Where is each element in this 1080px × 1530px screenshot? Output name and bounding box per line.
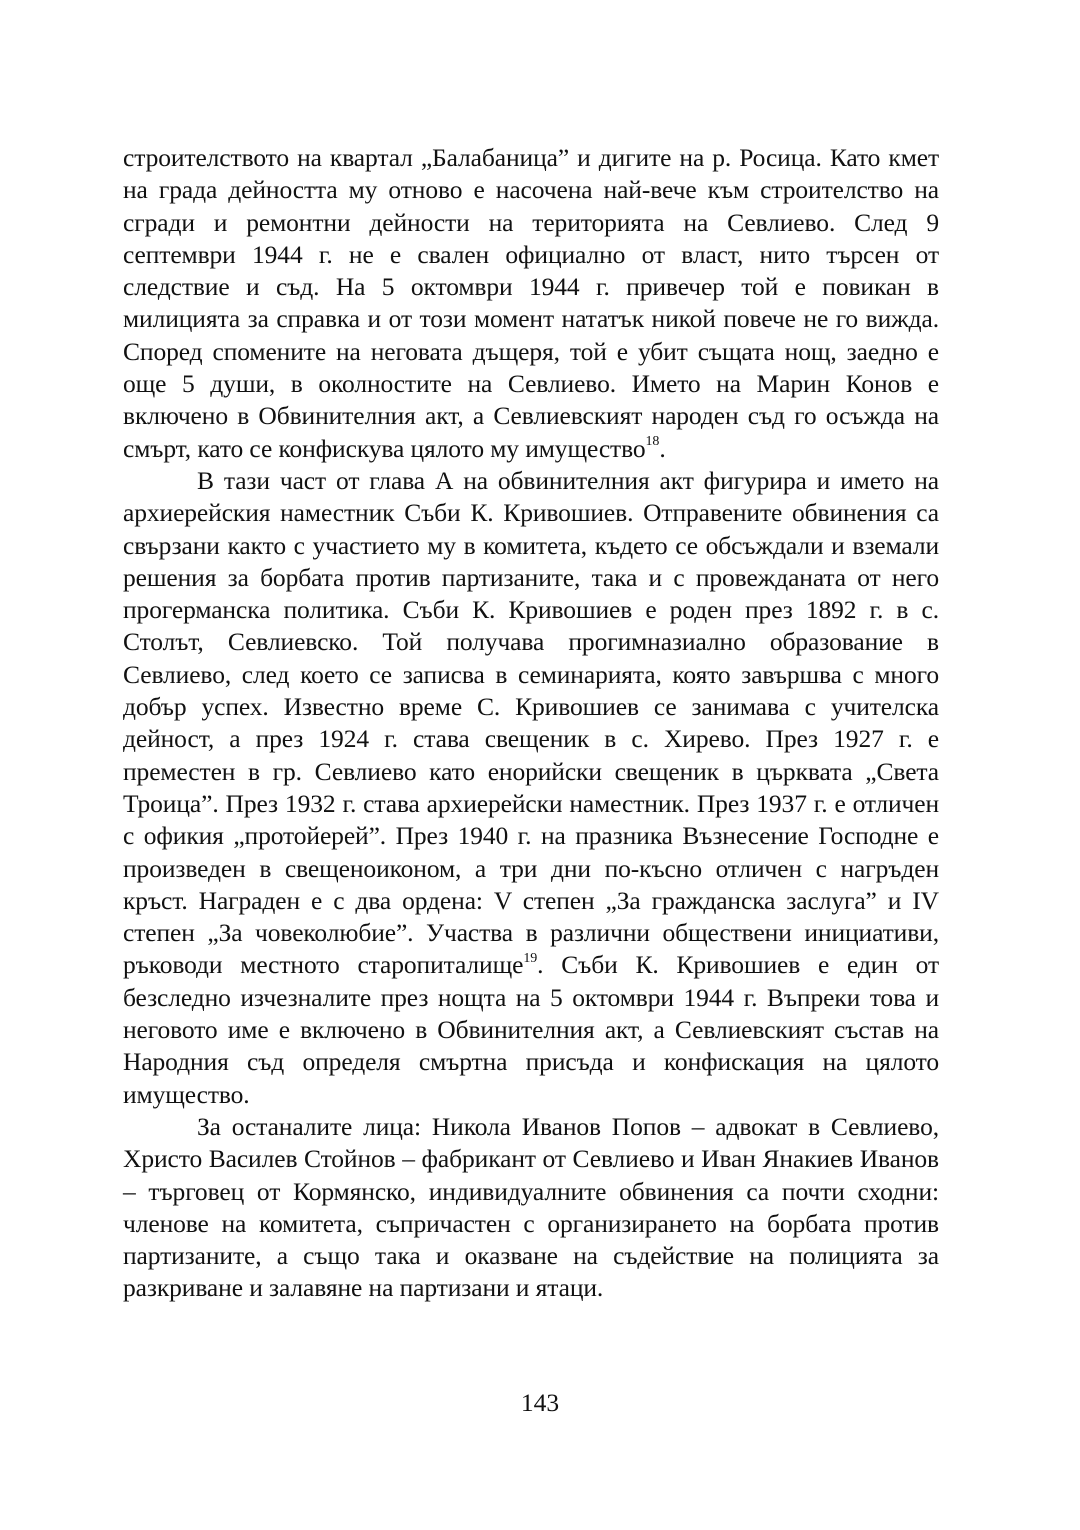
paragraph-1-text: строителството на квартал „Балабаница” и дигите на р. Росица. Като кмет на града дейността му отново е насочена най-вече към строителство на сгради и ремонтни дейности на територията на Севлиево. След 9 септември 1944 г. не е свален официално от власт, нито търсен от следствие и съд. На 5 октомври 1944 г. привечер той е повикан в милицията за справка и от този момент нататък никой повече не го вижда. Според спомените на неговата дъщеря, той е убит същата нощ, заедно е още 5 души, в околностите на Севлиево. Името на Марин Конов е включено в Обвинителния акт, а Севлиевският народен съд го осъжда на смърт, като се конфискува цялото му имущество bbox=[123, 143, 939, 463]
body-text bbox=[123, 142, 939, 1305]
footnote-ref-18[interactable]: 18 bbox=[645, 434, 660, 450]
footnote-ref-19[interactable]: 19 bbox=[523, 950, 538, 966]
paragraph-1 bbox=[123, 142, 939, 465]
paragraph-3: За останалите лица: Никола Иванов Попов – адвокат в Севлиево, Христо Василев Стойнов – фабрикант от Севлиево и Иван Янакиев Иванов – търговец от Кормянско, индивидуалните обвинения са почти сходни: членове на комитета, съпричастен с организирането на борбата против партизаните, а също така и оказване на съдействие на полицията за разкриване и залавяне на партизани и ятаци. bbox=[123, 1111, 939, 1303]
paragraph-1-end: . bbox=[659, 433, 666, 463]
paragraph-2-end: . Съби К. Кривошиев е един от безследно изчезналите през нощта на 5 октомври 1944 г. Въпреки това и неговото име е включено в Обвинителния акт, а Севлиевският състав на Народния съд определя смъртна присъда и конфискация на цялото имущество. bbox=[123, 950, 939, 1109]
paragraph-2-text: В тази част от глава А на обвинителния акт фигурира и името на архиерейския наместник Съби К. Кривошиев. Отправените обвинения са свързани както с участието му в комитета, където се обсъждали и вземали решения за борбата против партизаните, така и с провежданата от него прогерманска политика. Съби К. Кривошиев е роден през 1892 г. в с. Столът, Севлиевско. Той получава прогимназиално образование в Севлиево, след което се записва в семинарията, която завършва с много добър успех. Известно време С. Кривошиев се занимава с учителска дейност, а през 1924 г. става свещеник в с. Хирево. През 1927 г. е преместен в гр. Севлиево като енорийски свещеник в църквата „Света Троица”. През 1932 г. става архиерейски наместник. През 1937 г. е отличен с офикия „протойерей”. През 1940 г. на празника Възнесение Господне е произведен в свещеноиконом, а три дни по-късно отличен с нагръден кръст. Награден е с два ордена: V степен „За гражданска заслуга” и IV степен „За човеколюбие”. Участва в различни обществени инициативи, ръководи местното старопиталище bbox=[123, 465, 939, 980]
paragraph-2 bbox=[123, 465, 939, 1111]
page-number: 143 bbox=[520, 1388, 560, 1417]
